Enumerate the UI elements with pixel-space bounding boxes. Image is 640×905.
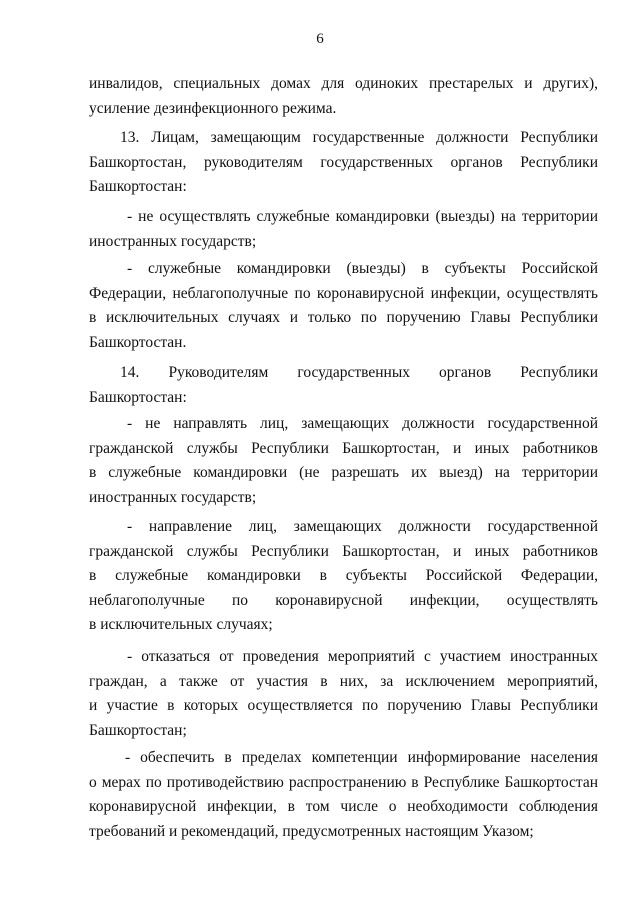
text-line: - направление лиц, замещающих должности государственной xyxy=(127,518,598,535)
text-line: - отказаться от проведения мероприятий с участием иностранных xyxy=(127,648,598,665)
text-line: о мерах по противодействию распространению в Республике Башкортостан xyxy=(89,773,598,791)
text-line: и участие в которых осуществляется по поручению Главы Республики xyxy=(89,697,598,714)
text-line: - не направлять лиц, замещающих должности государственной xyxy=(127,415,598,432)
paragraph-dash-sending xyxy=(89,515,598,638)
text-line: гражданской службы Республики Башкортостан, и иных работников xyxy=(89,439,598,457)
text-line: - служебные командировки (выезды) в субъекты Российской xyxy=(127,260,598,277)
text-line: Башкортостан; xyxy=(89,721,187,739)
text-line: гражданской службы Республики Башкортостан, и иных работников xyxy=(89,542,598,560)
text-line: Башкортостан. xyxy=(89,333,187,351)
text-line: Башкортостан, руководителям государственных органов Республики xyxy=(89,153,598,171)
text-line: в исключительных случаях и только по поручению Главы Республики xyxy=(89,309,598,326)
text-line: в служебные командировки в субъекты Российской Федерации, xyxy=(89,567,598,584)
text-line: - не осуществлять служебные командировки (выезды) на территории xyxy=(127,208,598,225)
text-line: коронавирусной инфекции, в том числе о необходимости соблюдения xyxy=(89,798,598,815)
text-line: Башкортостан: xyxy=(89,388,187,406)
text-line: - обеспечить в пределах компетенции информирование населения xyxy=(125,749,598,766)
text-line: иностранных государств; xyxy=(89,488,257,506)
paragraph-continuation xyxy=(89,72,598,121)
paragraph-dash-do-not-send xyxy=(89,412,598,510)
text-line: Башкортостан: xyxy=(89,178,187,195)
text-line: в исключительных случаях; xyxy=(89,616,273,633)
paragraph-item-14 xyxy=(89,361,598,410)
text-line: инвалидов, специальных домах для одиноких престарелых и других), xyxy=(89,75,598,92)
text-line: усиление дезинфекционного режима. xyxy=(89,99,337,117)
paragraph-dash-domestic-trips xyxy=(89,257,598,355)
text-line: в служебные командировки (не разрешать их выезд) на территории xyxy=(89,464,598,481)
paragraph-dash-inform-population xyxy=(89,746,598,844)
text-line: требований и рекомендаций, предусмотренных настоящим Указом; xyxy=(89,822,534,840)
text-line: 13. Лицам, замещающим государственные должности Республики xyxy=(120,129,598,146)
text-line: граждан, а также от участия в них, за исключением мероприятий, xyxy=(89,672,598,690)
text-line: иностранных государств; xyxy=(89,232,257,250)
paragraph-dash-refuse-events xyxy=(89,645,598,743)
text-line: 14. Руководителям государственных органов Республики xyxy=(120,364,598,381)
paragraph-item-13 xyxy=(89,126,598,200)
text-line: Федерации, неблагополучные по коронавирусной инфекции, осуществлять xyxy=(89,284,598,302)
page-number: 6 xyxy=(316,31,324,47)
text-line: неблагополучные по коронавирусной инфекции, осуществлять xyxy=(89,591,598,609)
paragraph-dash-no-trips-abroad xyxy=(89,205,598,254)
